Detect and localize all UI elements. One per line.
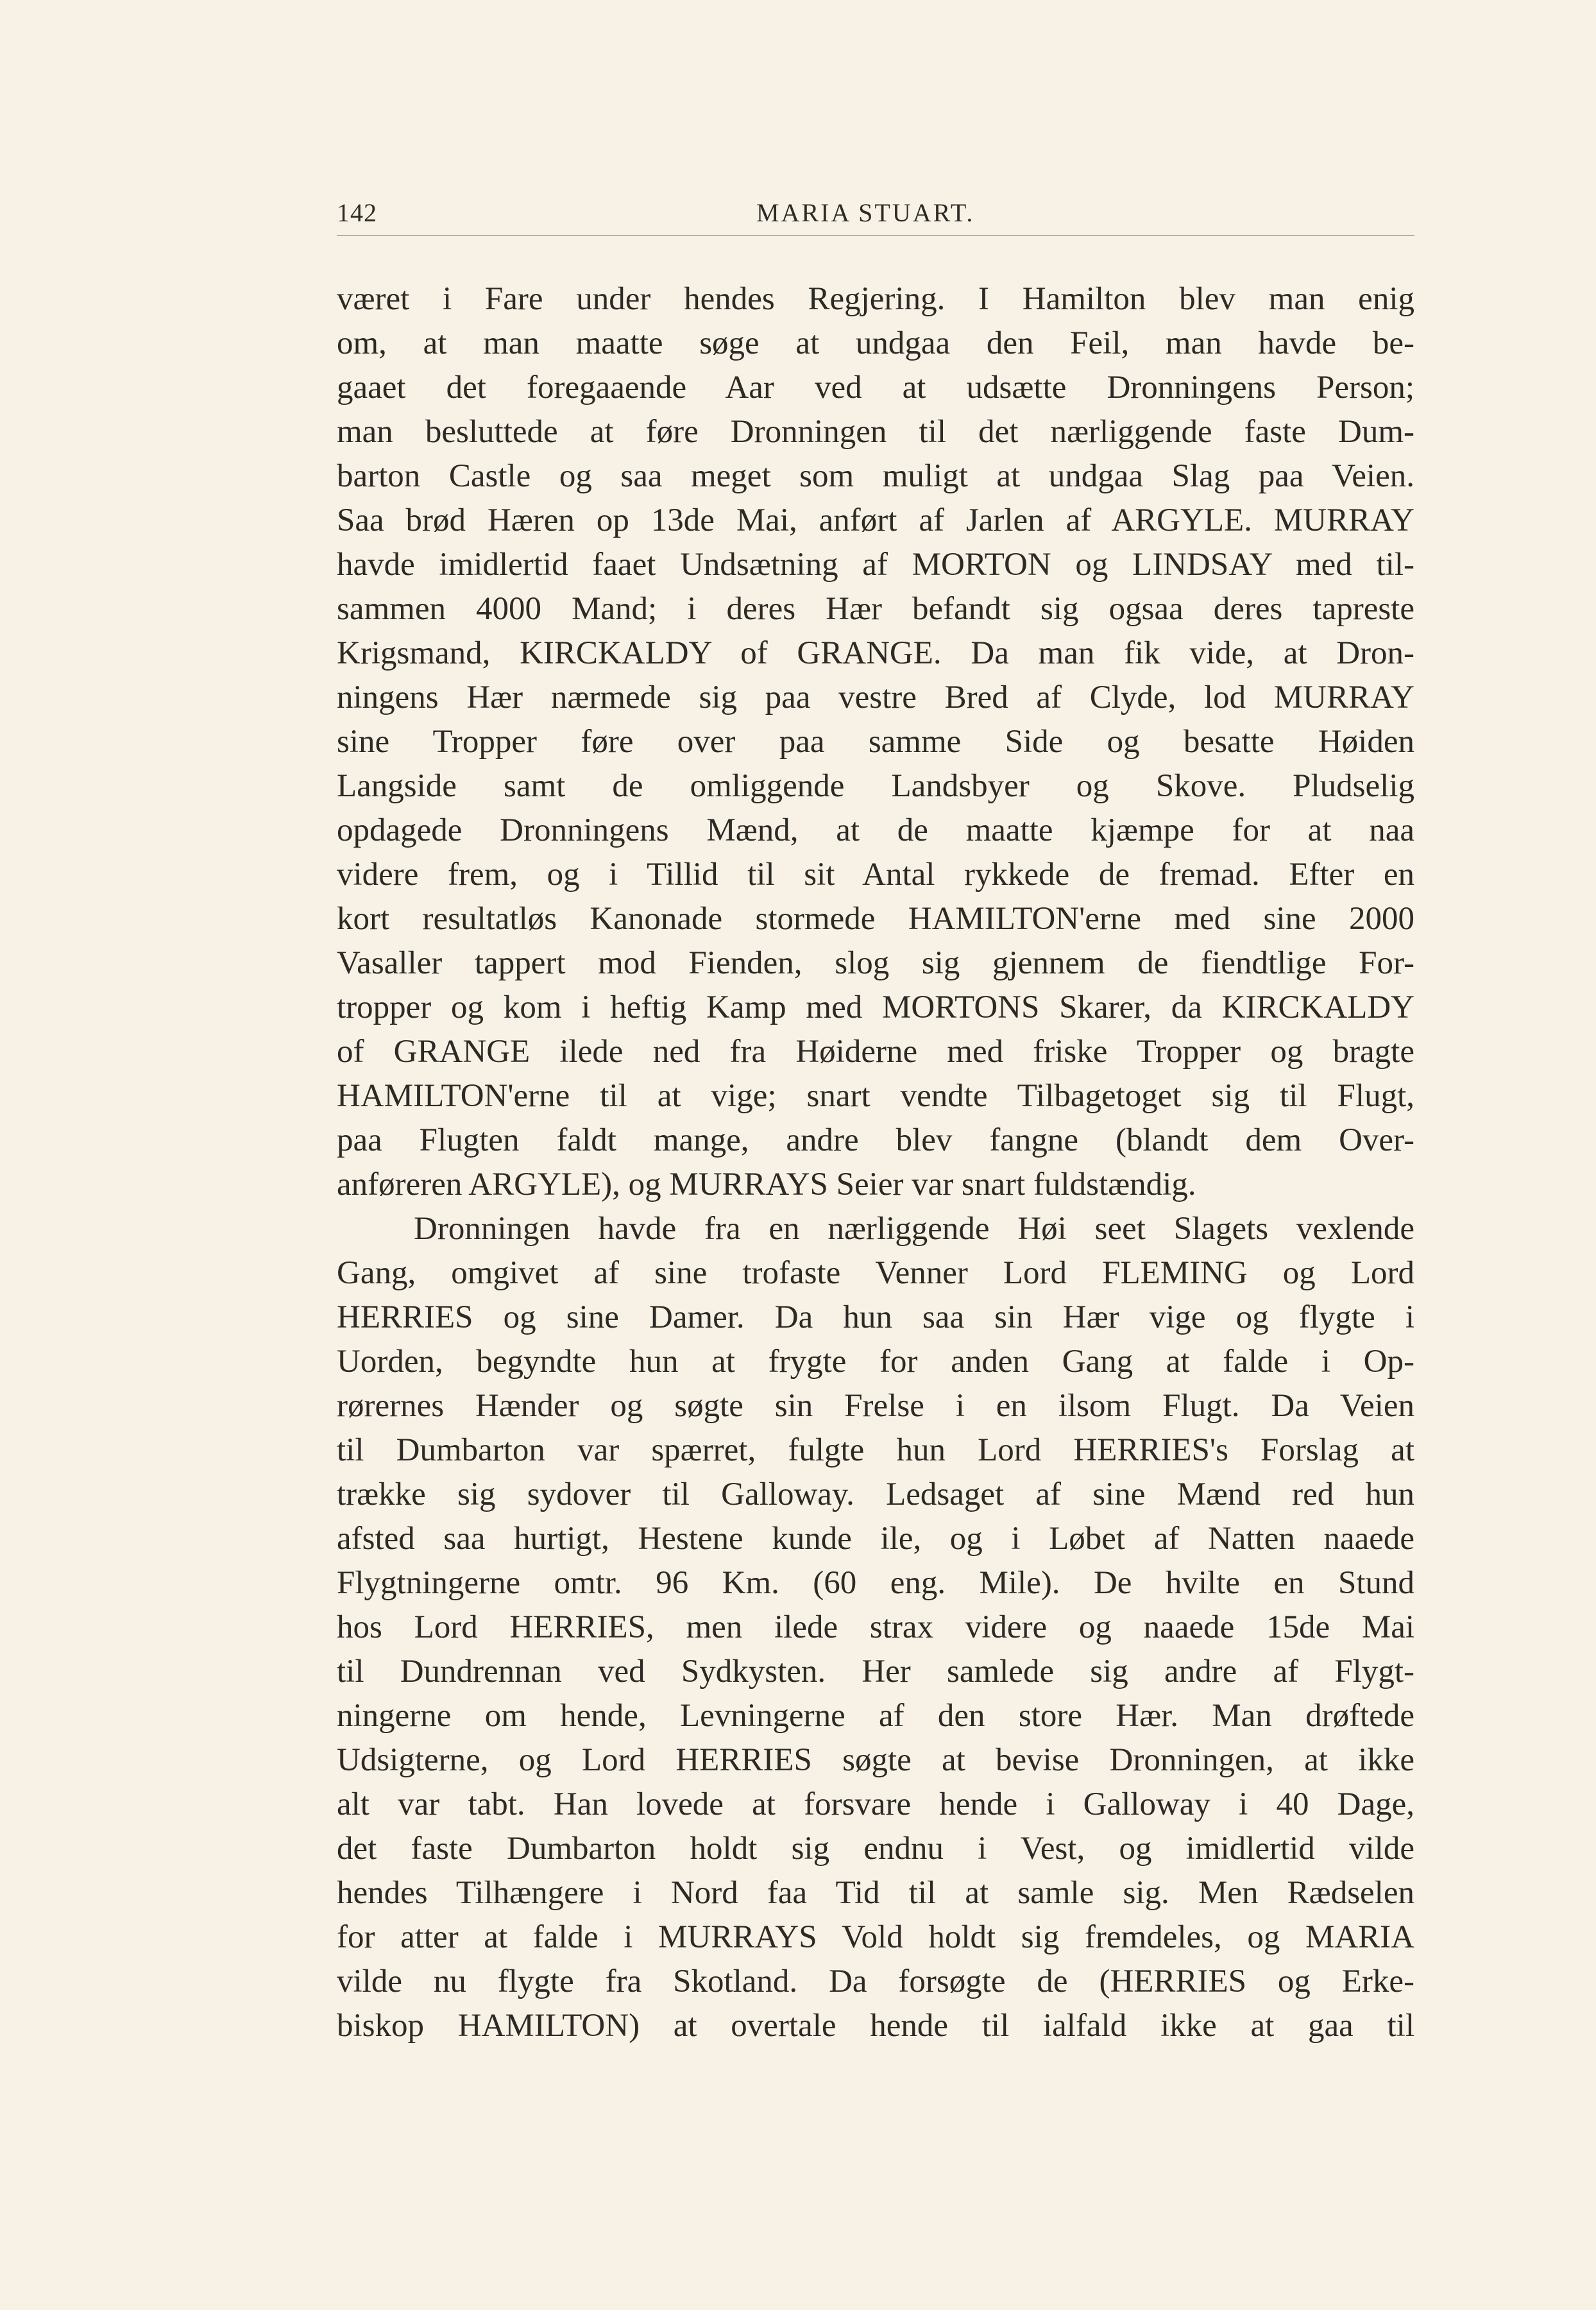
text-line: været i Fare under hendes Regjering. I Hamilton blev man enig (337, 281, 1414, 317)
text-line: kort resultatløs Kanonade stormede HAMILTON'erne med sine 2000 (337, 901, 1414, 937)
text-line: barton Castle og saa meget som muligt at undgaa Slag paa Veien. (337, 458, 1414, 494)
text-line: opdagede Dronningens Mænd, at de maatte kjæmpe for at naa (337, 812, 1414, 848)
text-line: ningerne om hende, Levningerne af den store Hær. Man drøftede (337, 1698, 1414, 1734)
text-line: sine Tropper føre over paa samme Side og besatte Høiden (337, 724, 1414, 760)
text-line: Gang, omgivet af sine trofaste Venner Lord FLEMING og Lord (337, 1255, 1414, 1291)
text-line: Udsigterne, og Lord HERRIES søgte at bevise Dronningen, at ikke (337, 1742, 1414, 1778)
header-rule (337, 235, 1414, 236)
text-line: afsted saa hurtigt, Hestene kunde ile, og i Løbet af Natten naaede (337, 1521, 1414, 1557)
text-line: biskop HAMILTON) at overtale hende til ialfald ikke at gaa til (337, 2008, 1414, 2044)
text-line: Flygtningerne omtr. 96 Km. (60 eng. Mile). De hvilte en Stund (337, 1565, 1414, 1601)
text-line: Saa brød Hæren op 13de Mai, anført af Jarlen af ARGYLE. MURRAY (337, 502, 1414, 538)
text-line: til Dundrennan ved Sydkysten. Her samlede sig andre af Flygt- (337, 1654, 1414, 1690)
text-line: til Dumbarton var spærret, fulgte hun Lord HERRIES's Forslag at (337, 1432, 1414, 1468)
text-line: hendes Tilhængere i Nord faa Tid til at samle sig. Men Rædselen (337, 1875, 1414, 1911)
text-line: rørernes Hænder og søgte sin Frelse i en ilsom Flugt. Da Veien (337, 1388, 1414, 1424)
running-head: MARIA STUART. (756, 198, 975, 227)
page-header (337, 186, 1414, 237)
text-line: vilde nu flygte fra Skotland. Da forsøgte de (HERRIES og Erke- (337, 1964, 1414, 1999)
text-line: tropper og kom i heftig Kamp med MORTONS Skarer, da KIRCKALDY (337, 989, 1414, 1025)
text-line: trække sig sydover til Galloway. Ledsaget af sine Mænd red hun (337, 1476, 1414, 1512)
text-line: of GRANGE ilede ned fra Høiderne med friske Tropper og bragte (337, 1034, 1414, 1070)
text-line: ningens Hær nærmede sig paa vestre Bred af Clyde, lod MURRAY (337, 680, 1414, 715)
text-line: videre frem, og i Tillid til sit Antal rykkede de fremad. Efter en (337, 857, 1414, 893)
text-line: om, at man maatte søge at undgaa den Feil, man havde be- (337, 325, 1414, 361)
text-line: Langside samt de omliggende Landsbyer og Skove. Pludselig (337, 768, 1414, 804)
body-text (337, 277, 1414, 2055)
text-line: HERRIES og sine Damer. Da hun saa sin Hær vige og flygte i (337, 1299, 1414, 1335)
page-number: 142 (337, 198, 377, 227)
text-line: det faste Dumbarton holdt sig endnu i Vest, og imidlertid vilde (337, 1831, 1414, 1867)
text-line: Uorden, begyndte hun at frygte for anden Gang at falde i Op- (337, 1344, 1414, 1380)
text-line: havde imidlertid faaet Undsætning af MORTON og LINDSAY med til- (337, 547, 1414, 583)
text-line: alt var tabt. Han lovede at forsvare hende i Galloway i 40 Dage, (337, 1786, 1414, 1822)
text-line: Vasaller tappert mod Fienden, slog sig gjennem de fiendtlige For- (337, 945, 1414, 981)
text-line: hos Lord HERRIES, men ilede strax videre og naaede 15de Mai (337, 1609, 1414, 1645)
text-line: paa Flugten faldt mange, andre blev fangne (blandt dem Over- (337, 1122, 1414, 1158)
text-line: gaaet det foregaaende Aar ved at udsætte Dronningens Person; (337, 370, 1414, 406)
text-line: HAMILTON'erne til at vige; snart vendte Tilbagetoget sig til Flugt, (337, 1078, 1414, 1114)
text-line: Krigsmand, KIRCKALDY of GRANGE. Da man fik vide, at Dron- (337, 635, 1414, 671)
text-line: for atter at falde i MURRAYS Vold holdt sig fremdeles, og MARIA (337, 1919, 1414, 1955)
text-line: sammen 4000 Mand; i deres Hær befandt sig ogsaa deres tapreste (337, 591, 1414, 627)
text-line: man besluttede at føre Dronningen til det nærliggende faste Dum- (337, 414, 1414, 450)
text-line: anføreren ARGYLE), og MURRAYS Seier var snart fuldstændig. (337, 1167, 1196, 1202)
text-line: Dronningen havde fra en nærliggende Høi seet Slagets vexlende (414, 1211, 1414, 1247)
